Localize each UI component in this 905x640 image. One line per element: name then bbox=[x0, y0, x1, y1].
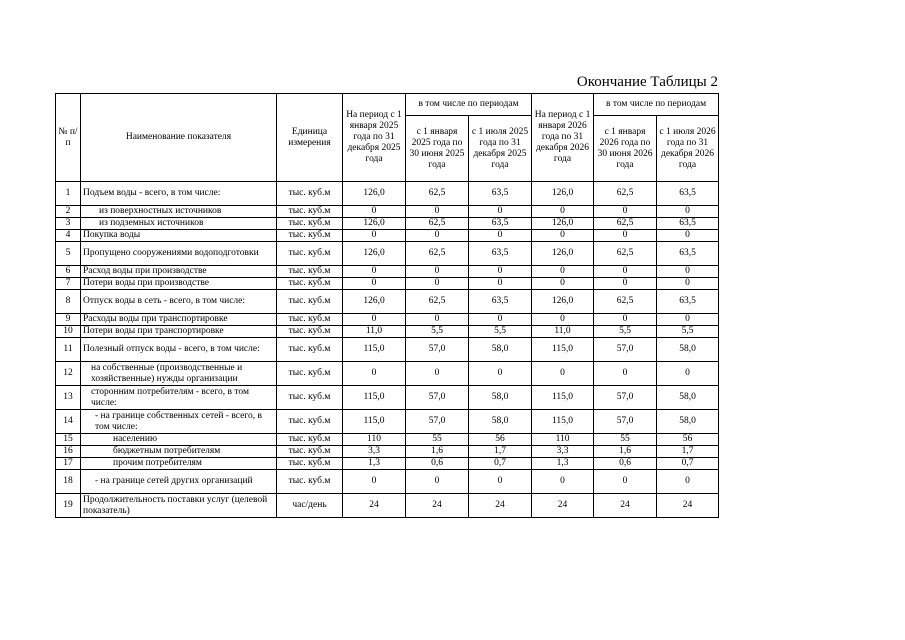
cell-value: 58,0 bbox=[469, 386, 532, 410]
header-unit: Единица измерения bbox=[277, 94, 343, 182]
cell-value: 126,0 bbox=[343, 182, 406, 206]
cell-value: 62,5 bbox=[594, 182, 657, 206]
cell-name: Расходы воды при транспортировке bbox=[81, 314, 277, 326]
cell-num: 13 bbox=[56, 386, 81, 410]
cell-unit: тыс. куб.м bbox=[277, 206, 343, 218]
cell-value: 0 bbox=[343, 314, 406, 326]
cell-value: 63,5 bbox=[657, 182, 719, 206]
cell-value: 55 bbox=[594, 434, 657, 446]
cell-value: 5,5 bbox=[657, 326, 719, 338]
cell-value: 0 bbox=[657, 314, 719, 326]
header-h2-2025: с 1 июля 2025 года по 31 декабря 2025 года bbox=[469, 116, 532, 182]
water-indicators-table bbox=[55, 93, 719, 518]
cell-num: 3 bbox=[56, 218, 81, 230]
cell-unit: тыс. куб.м bbox=[277, 290, 343, 314]
cell-name: из подземных источников bbox=[81, 218, 277, 230]
cell-value: 0 bbox=[594, 470, 657, 494]
cell-value: 56 bbox=[657, 434, 719, 446]
cell-name: из поверхностных источников bbox=[81, 206, 277, 218]
cell-num: 16 bbox=[56, 446, 81, 458]
table-row bbox=[56, 278, 719, 290]
table-row bbox=[56, 326, 719, 338]
cell-value: 0 bbox=[406, 278, 469, 290]
header-h1-2025: с 1 января 2025 года по 30 июня 2025 года bbox=[406, 116, 469, 182]
cell-value: 0 bbox=[343, 230, 406, 242]
cell-value: 0 bbox=[594, 314, 657, 326]
cell-name: - на границе сетей других организаций bbox=[81, 470, 277, 494]
cell-value: 63,5 bbox=[469, 290, 532, 314]
cell-value: 55 bbox=[406, 434, 469, 446]
cell-value: 110 bbox=[343, 434, 406, 446]
cell-value: 57,0 bbox=[594, 410, 657, 434]
cell-value: 126,0 bbox=[343, 242, 406, 266]
cell-value: 1,7 bbox=[469, 446, 532, 458]
table-row bbox=[56, 338, 719, 362]
cell-name: Подъем воды - всего, в том числе: bbox=[81, 182, 277, 206]
cell-value: 110 bbox=[532, 434, 594, 446]
cell-num: 6 bbox=[56, 266, 81, 278]
cell-value: 0 bbox=[343, 266, 406, 278]
cell-value: 24 bbox=[594, 494, 657, 518]
cell-value: 0 bbox=[532, 362, 594, 386]
cell-name: Полезный отпуск воды - всего, в том числе: bbox=[81, 338, 277, 362]
cell-value: 115,0 bbox=[532, 386, 594, 410]
cell-value: 63,5 bbox=[469, 182, 532, 206]
cell-num: 4 bbox=[56, 230, 81, 242]
cell-value: 3,3 bbox=[532, 446, 594, 458]
header-h1-2026: с 1 января 2026 года по 30 июня 2026 года bbox=[594, 116, 657, 182]
cell-value: 0 bbox=[343, 206, 406, 218]
cell-num: 9 bbox=[56, 314, 81, 326]
cell-value: 62,5 bbox=[594, 290, 657, 314]
cell-value: 0 bbox=[469, 230, 532, 242]
cell-value: 0 bbox=[532, 230, 594, 242]
cell-value: 62,5 bbox=[406, 218, 469, 230]
header-name: Наименование показателя bbox=[81, 94, 277, 182]
cell-name: Потери воды при транспортировке bbox=[81, 326, 277, 338]
cell-value: 0 bbox=[594, 362, 657, 386]
cell-name: Потери воды при производстве bbox=[81, 278, 277, 290]
cell-num: 11 bbox=[56, 338, 81, 362]
cell-value: 58,0 bbox=[657, 386, 719, 410]
cell-value: 57,0 bbox=[406, 338, 469, 362]
cell-unit: тыс. куб.м bbox=[277, 338, 343, 362]
cell-value: 0,6 bbox=[594, 458, 657, 470]
cell-value: 0 bbox=[657, 206, 719, 218]
cell-value: 57,0 bbox=[594, 386, 657, 410]
cell-name: сторонним потребителям - всего, в том числе: bbox=[81, 386, 277, 410]
cell-value: 0 bbox=[532, 470, 594, 494]
table-row bbox=[56, 230, 719, 242]
cell-value: 115,0 bbox=[532, 338, 594, 362]
cell-value: 126,0 bbox=[532, 182, 594, 206]
cell-value: 57,0 bbox=[594, 338, 657, 362]
cell-unit: тыс. куб.м bbox=[277, 278, 343, 290]
cell-value: 24 bbox=[343, 494, 406, 518]
cell-unit: тыс. куб.м bbox=[277, 242, 343, 266]
table-row bbox=[56, 242, 719, 266]
cell-value: 62,5 bbox=[406, 290, 469, 314]
cell-value: 0 bbox=[406, 314, 469, 326]
table-row bbox=[56, 494, 719, 518]
header-h2-2026: с 1 июля 2026 года по 31 декабря 2026 года bbox=[657, 116, 719, 182]
cell-value: 126,0 bbox=[532, 290, 594, 314]
header-incl-2025: в том числе по периодам bbox=[406, 94, 532, 116]
cell-value: 5,5 bbox=[406, 326, 469, 338]
cell-value: 0 bbox=[657, 278, 719, 290]
cell-num: 10 bbox=[56, 326, 81, 338]
cell-value: 0 bbox=[469, 314, 532, 326]
cell-num: 5 bbox=[56, 242, 81, 266]
cell-name: Пропущено сооружениями водоподготовки bbox=[81, 242, 277, 266]
cell-value: 0 bbox=[657, 266, 719, 278]
cell-num: 17 bbox=[56, 458, 81, 470]
cell-value: 0 bbox=[657, 362, 719, 386]
cell-name: населению bbox=[81, 434, 277, 446]
cell-num: 12 bbox=[56, 362, 81, 386]
cell-value: 24 bbox=[406, 494, 469, 518]
table-row bbox=[56, 470, 719, 494]
table-row bbox=[56, 182, 719, 206]
cell-value: 0,7 bbox=[469, 458, 532, 470]
cell-value: 0 bbox=[594, 278, 657, 290]
cell-value: 0 bbox=[594, 266, 657, 278]
table-row bbox=[56, 314, 719, 326]
header-incl-2026: в том числе по периодам bbox=[594, 94, 719, 116]
cell-value: 3,3 bbox=[343, 446, 406, 458]
cell-unit: тыс. куб.м bbox=[277, 458, 343, 470]
table-row bbox=[56, 290, 719, 314]
cell-value: 115,0 bbox=[532, 410, 594, 434]
cell-value: 115,0 bbox=[343, 338, 406, 362]
table-row bbox=[56, 362, 719, 386]
cell-value: 0 bbox=[532, 206, 594, 218]
cell-value: 24 bbox=[657, 494, 719, 518]
cell-unit: тыс. куб.м bbox=[277, 266, 343, 278]
cell-value: 0 bbox=[532, 314, 594, 326]
cell-value: 0 bbox=[406, 230, 469, 242]
cell-name: бюджетным потребителям bbox=[81, 446, 277, 458]
cell-value: 58,0 bbox=[657, 338, 719, 362]
cell-value: 0 bbox=[532, 266, 594, 278]
cell-name: на собственные (производственные и хозяйственные) нужды организации bbox=[81, 362, 277, 386]
cell-num: 2 bbox=[56, 206, 81, 218]
cell-unit: тыс. куб.м bbox=[277, 410, 343, 434]
table-caption: Окончание Таблицы 2 bbox=[576, 74, 718, 90]
cell-value: 57,0 bbox=[406, 386, 469, 410]
cell-value: 57,0 bbox=[406, 410, 469, 434]
cell-value: 0 bbox=[469, 206, 532, 218]
cell-value: 24 bbox=[532, 494, 594, 518]
cell-value: 1,3 bbox=[532, 458, 594, 470]
cell-value: 1,6 bbox=[406, 446, 469, 458]
cell-value: 0 bbox=[469, 362, 532, 386]
cell-value: 126,0 bbox=[343, 218, 406, 230]
cell-name: Продолжительность поставки услуг (целевой показатель) bbox=[81, 494, 277, 518]
cell-value: 62,5 bbox=[406, 182, 469, 206]
cell-unit: тыс. куб.м bbox=[277, 182, 343, 206]
cell-value: 62,5 bbox=[594, 218, 657, 230]
header-num: № п/п bbox=[56, 94, 81, 182]
cell-value: 5,5 bbox=[594, 326, 657, 338]
cell-value: 62,5 bbox=[594, 242, 657, 266]
cell-name: Покупка воды bbox=[81, 230, 277, 242]
cell-value: 126,0 bbox=[343, 290, 406, 314]
cell-value: 0 bbox=[406, 266, 469, 278]
cell-num: 14 bbox=[56, 410, 81, 434]
cell-value: 5,5 bbox=[469, 326, 532, 338]
table-row bbox=[56, 410, 719, 434]
table-row bbox=[56, 386, 719, 410]
cell-value: 0 bbox=[657, 470, 719, 494]
cell-unit: тыс. куб.м bbox=[277, 218, 343, 230]
cell-value: 62,5 bbox=[406, 242, 469, 266]
cell-value: 115,0 bbox=[343, 410, 406, 434]
cell-num: 8 bbox=[56, 290, 81, 314]
cell-value: 11,0 bbox=[532, 326, 594, 338]
table-body bbox=[56, 182, 719, 518]
table-row bbox=[56, 218, 719, 230]
cell-value: 0 bbox=[532, 278, 594, 290]
cell-value: 58,0 bbox=[469, 338, 532, 362]
cell-unit: тыс. куб.м bbox=[277, 326, 343, 338]
cell-value: 63,5 bbox=[469, 218, 532, 230]
cell-value: 0 bbox=[594, 230, 657, 242]
cell-unit: тыс. куб.м bbox=[277, 434, 343, 446]
cell-unit: тыс. куб.м bbox=[277, 386, 343, 410]
cell-value: 0 bbox=[594, 206, 657, 218]
cell-unit: тыс. куб.м bbox=[277, 314, 343, 326]
cell-num: 1 bbox=[56, 182, 81, 206]
cell-value: 24 bbox=[469, 494, 532, 518]
cell-value: 63,5 bbox=[657, 218, 719, 230]
cell-value: 0 bbox=[406, 206, 469, 218]
cell-value: 115,0 bbox=[343, 386, 406, 410]
cell-value: 1,3 bbox=[343, 458, 406, 470]
table-row bbox=[56, 266, 719, 278]
cell-unit: час/день bbox=[277, 494, 343, 518]
cell-name: прочим потребителям bbox=[81, 458, 277, 470]
cell-value: 58,0 bbox=[469, 410, 532, 434]
cell-value: 126,0 bbox=[532, 218, 594, 230]
cell-unit: тыс. куб.м bbox=[277, 470, 343, 494]
cell-unit: тыс. куб.м bbox=[277, 230, 343, 242]
cell-value: 0,6 bbox=[406, 458, 469, 470]
cell-value: 1,7 bbox=[657, 446, 719, 458]
cell-unit: тыс. куб.м bbox=[277, 362, 343, 386]
cell-num: 15 bbox=[56, 434, 81, 446]
cell-unit: тыс. куб.м bbox=[277, 446, 343, 458]
cell-value: 1,6 bbox=[594, 446, 657, 458]
cell-value: 0 bbox=[343, 362, 406, 386]
cell-value: 0 bbox=[343, 278, 406, 290]
header-period-2025: На период с 1 января 2025 года по 31 декабря 2025 года bbox=[343, 94, 406, 182]
cell-value: 58,0 bbox=[657, 410, 719, 434]
cell-value: 0 bbox=[657, 230, 719, 242]
cell-name: Отпуск воды в сеть - всего, в том числе: bbox=[81, 290, 277, 314]
cell-num: 19 bbox=[56, 494, 81, 518]
header-period-2026: На период с 1 января 2026 года по 31 декабря 2026 года bbox=[532, 94, 594, 182]
cell-value: 11,0 bbox=[343, 326, 406, 338]
cell-value: 0 bbox=[406, 470, 469, 494]
cell-value: 0 bbox=[469, 278, 532, 290]
cell-value: 0 bbox=[469, 266, 532, 278]
table-row bbox=[56, 458, 719, 470]
table-row bbox=[56, 446, 719, 458]
cell-value: 126,0 bbox=[532, 242, 594, 266]
cell-value: 0 bbox=[469, 470, 532, 494]
cell-name: - на границе собственных сетей - всего, в том числе: bbox=[81, 410, 277, 434]
cell-num: 18 bbox=[56, 470, 81, 494]
cell-value: 56 bbox=[469, 434, 532, 446]
cell-value: 0,7 bbox=[657, 458, 719, 470]
cell-value: 0 bbox=[343, 470, 406, 494]
cell-num: 7 bbox=[56, 278, 81, 290]
cell-value: 63,5 bbox=[657, 242, 719, 266]
table-row bbox=[56, 434, 719, 446]
cell-value: 63,5 bbox=[657, 290, 719, 314]
table-row bbox=[56, 206, 719, 218]
cell-value: 63,5 bbox=[469, 242, 532, 266]
cell-value: 0 bbox=[406, 362, 469, 386]
cell-name: Расход воды при производстве bbox=[81, 266, 277, 278]
